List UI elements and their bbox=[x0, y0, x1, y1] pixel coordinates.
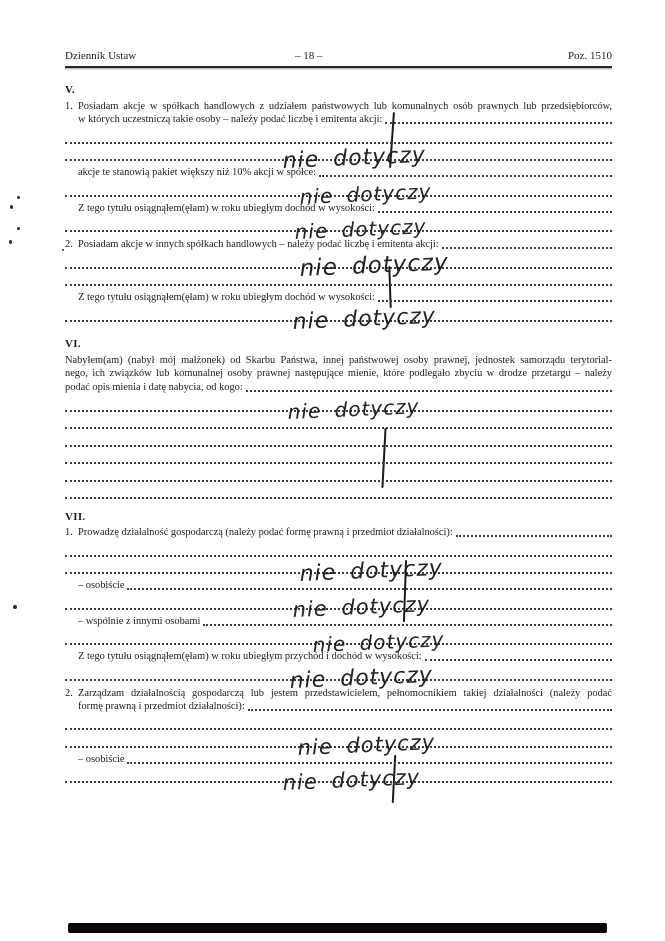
form-item-vii1 bbox=[65, 526, 612, 539]
handwritten-entry: nie dotyczy bbox=[299, 555, 444, 587]
handwritten-entry: nie dotyczy bbox=[312, 627, 445, 657]
dotted-line bbox=[65, 464, 612, 482]
form-item-v1 bbox=[65, 100, 612, 126]
dotted-line bbox=[65, 447, 612, 465]
dotted-leader bbox=[456, 526, 612, 537]
dotted-line bbox=[65, 126, 612, 144]
dotted-leader bbox=[378, 291, 612, 302]
dotted-leader bbox=[385, 113, 612, 124]
scan-edge-bar bbox=[68, 923, 607, 933]
handwritten-entry: nie dotyczy bbox=[282, 765, 421, 795]
field-label: Z tego tytułu osiągnąłem(ęłam) w roku ubiegłym dochód w wysokości: bbox=[78, 292, 375, 303]
dotted-leader bbox=[248, 700, 612, 711]
page-number: – 18 – bbox=[295, 50, 323, 62]
dotted-line bbox=[65, 429, 612, 447]
form-field-dochod2 bbox=[78, 291, 612, 304]
section-vi-heading: VI. bbox=[65, 337, 81, 350]
handwritten-entry: nie dotyczy bbox=[292, 591, 431, 622]
position-number: Poz. 1510 bbox=[568, 50, 612, 62]
item-text-line: formę prawną i przedmiot działalności): bbox=[78, 700, 245, 712]
scan-speck bbox=[17, 196, 20, 199]
dotted-line bbox=[65, 539, 612, 557]
handwritten-entry: nie dotyczy bbox=[292, 303, 437, 335]
item-number: 1. bbox=[65, 527, 73, 538]
dotted-leader bbox=[442, 238, 612, 249]
dotted-line bbox=[65, 713, 612, 731]
paragraph-line: Nabyłem(am) (nabył mój małżonek) od Skarbu Państwa, innej państwowej osoby prawnej, jednostek samorządu terytorial- bbox=[65, 354, 612, 366]
dotted-line bbox=[65, 303, 612, 335]
dotted-line bbox=[65, 482, 612, 500]
field-label: Z tego tytułu osiągnąłem(ęłam) w roku ubiegłym dochód w wysokości: bbox=[78, 202, 375, 214]
item-number: 2. bbox=[65, 239, 73, 250]
field-label: akcje te stanowią pakiet większy niż 10% akcji w spółce: bbox=[78, 167, 317, 178]
handwritten-entry: nie dotyczy bbox=[282, 142, 427, 174]
section-vi-paragraph bbox=[65, 354, 612, 395]
section-vii-heading: VII. bbox=[65, 511, 86, 523]
field-label: – osobiście bbox=[78, 753, 125, 765]
item-text-line: w których uczestniczą takie osoby – należy podać liczbę i emitenta akcji: bbox=[78, 114, 383, 125]
field-label: Z tego tytułu osiągnąłem(ęłam) w roku ubiegłym przychód i dochód w wysokości: bbox=[78, 651, 422, 662]
handwritten-entry: nie dotyczy bbox=[294, 214, 427, 244]
scan-speck bbox=[17, 227, 20, 230]
handwritten-entry: nie dotyczy bbox=[289, 662, 434, 694]
item-number: 2. bbox=[65, 687, 73, 699]
handwritten-entry: nie dotyczy bbox=[299, 249, 450, 282]
dotted-leader bbox=[425, 650, 612, 661]
scan-speck bbox=[9, 240, 12, 244]
scan-speck bbox=[13, 605, 17, 609]
handwritten-entry: nie dotyczy bbox=[297, 729, 436, 760]
handwritten-entry: nie dotyczy bbox=[287, 393, 420, 424]
dotted-line bbox=[65, 412, 612, 430]
item-text-line: Prowadzę działalność gospodarczą (należy podać formę prawną i przedmiot działalności): bbox=[78, 527, 453, 538]
journal-title: Dziennik Ustaw bbox=[65, 50, 137, 62]
page-header bbox=[65, 50, 612, 68]
paragraph-line: nego, ich związków lub komunalnej osoby prawnej następujące mienie, które podlegało zbyciu w drodze przetargu – należy bbox=[65, 368, 612, 379]
item-text-line: Posiadam akcje w spółkach handlowych z udziałem państwowych lub komunalnych osób prawnych lub przedsiębiorców, bbox=[78, 101, 612, 112]
handwritten-entry: nie dotyczy bbox=[299, 178, 432, 209]
scan-speck bbox=[10, 205, 13, 209]
dotted-line bbox=[65, 249, 612, 282]
scan-speck bbox=[62, 249, 64, 251]
dotted-line bbox=[65, 765, 612, 795]
section-v-heading: V. bbox=[65, 84, 75, 96]
item-text-line: Posiadam akcje w innych spółkach handlowych – należy podać liczbę i emitenta akcji: bbox=[78, 239, 439, 250]
dotted-line bbox=[65, 393, 612, 424]
item-number: 1. bbox=[65, 101, 73, 112]
dotted-line bbox=[65, 214, 612, 244]
field-label: – osobiście bbox=[78, 580, 125, 591]
field-label: – wspólnie z innymi osobami bbox=[78, 615, 201, 627]
paragraph-line: podać opis mienia i datę nabycia, od kogo: bbox=[65, 381, 243, 393]
dotted-leader bbox=[246, 381, 612, 393]
dotted-line bbox=[65, 269, 612, 287]
item-text-line: Zarządzam działalnością gospodarczą lub jestem przedstawicielem, pełnomocnikiem takiej działalności (należy podać bbox=[78, 687, 612, 699]
